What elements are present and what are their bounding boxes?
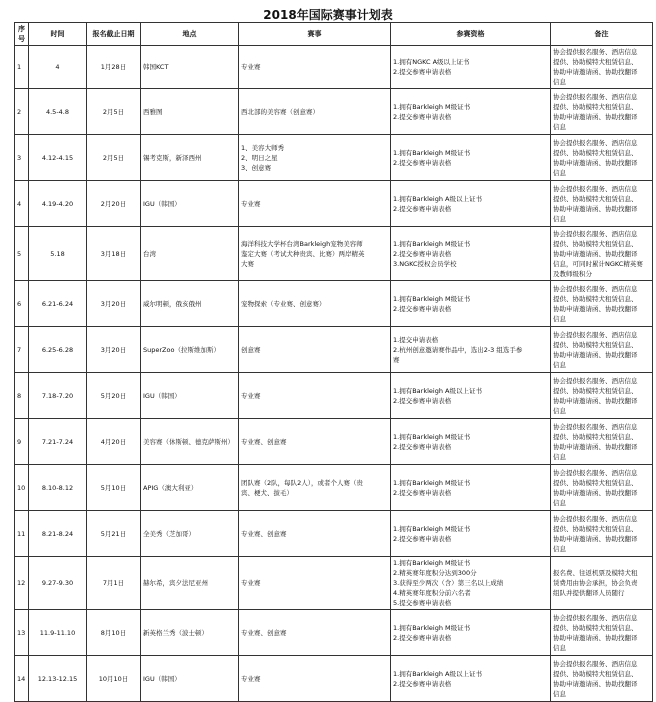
row-qualification-line: 2.提交参赛申请表格 [393, 534, 452, 543]
row-deadline: 7月1日 [87, 557, 141, 610]
row-note-line: 协会提供报名服务、酒店信息 [553, 92, 638, 101]
row-place: 锡考克斯，新泽西州 [141, 135, 239, 181]
row-note-line: 协助申请邀请函、协助找翻译 [553, 350, 638, 359]
row-time: 12.13-12.15 [29, 656, 87, 702]
row-qualification-line: 2.提交参赛申请表格 [393, 158, 452, 167]
row-note-line: 提供、协助模特犬租赁信息、 [553, 386, 638, 395]
header-qualification: 参赛资格 [391, 23, 551, 46]
row-deadline: 5月21日 [87, 511, 141, 557]
row-place: 全美秀（芝加哥） [141, 511, 239, 557]
row-event [239, 465, 391, 511]
row-qualification-line: 1.拥有Barkleigh M级证书 [393, 294, 471, 303]
row-note-line: 协会提供报名服务、酒店信息 [553, 229, 638, 238]
table-row [15, 135, 653, 181]
row-qualification-line: 1.拥有Barkleigh M级证书 [393, 239, 471, 248]
row-qualification-line: 5.提交参赛申请表格 [393, 599, 452, 607]
row-qualification [391, 610, 551, 656]
row-note-line: 协助申请邀请函、协助找翻译 [553, 633, 638, 642]
row-note-line: 协助申请邀请函、协助找翻译 [553, 158, 638, 167]
row-qualification-line: 3.NGKC授权会员学校 [393, 259, 457, 268]
row-event [239, 181, 391, 227]
header-row [15, 23, 653, 46]
row-note-line: 协助申请邀请函、协助找翻译 [553, 304, 638, 313]
row-qualification-line: 2.提交参赛申请表格 [393, 249, 452, 258]
row-deadline: 3月18日 [87, 227, 141, 281]
row-deadline: 2月5日 [87, 89, 141, 135]
row-note-line: 协会提供报名服务、酒店信息 [553, 184, 638, 193]
row-note-line: 信息 [553, 498, 566, 507]
row-note [551, 610, 653, 656]
row-qualification [391, 89, 551, 135]
row-qualification [391, 181, 551, 227]
row-qualification-line: 2.提交参赛申请表格 [393, 679, 452, 688]
row-qualification-line: 2.提交参赛申请表格 [393, 488, 452, 497]
row-qualification-line: 3.获得至少两次（含）第三名以上成绩 [393, 579, 504, 587]
row-event [239, 327, 391, 373]
row-place: 威尔明顿，俄亥俄州 [141, 281, 239, 327]
row-number: 10 [15, 465, 29, 511]
row-qualification-line: 2.提交参赛申请表格 [393, 396, 452, 405]
row-note [551, 419, 653, 465]
row-time: 4.12-4.15 [29, 135, 87, 181]
row-note-line: 信息 [553, 406, 566, 415]
row-note-line: 协会提供报名服务、酒店信息 [553, 330, 638, 339]
row-number: 13 [15, 610, 29, 656]
row-note-line: 协助申请邀请函、协助找翻译 [553, 396, 638, 405]
row-event-line: 创意赛 [241, 345, 261, 354]
row-deadline: 2月5日 [87, 135, 141, 181]
row-note [551, 46, 653, 89]
row-event-line: 专业赛、创意赛 [241, 437, 287, 446]
row-event [239, 419, 391, 465]
row-place: 赫尔希，宾夕法尼亚州 [141, 557, 239, 610]
row-time: 11.9-11.10 [29, 610, 87, 656]
row-note-line: 提供、协助模特犬租赁信息、 [553, 669, 638, 678]
row-qualification [391, 511, 551, 557]
row-event [239, 511, 391, 557]
row-note-line: 协会提供报名服务、酒店信息 [553, 422, 638, 431]
row-note-line: 及教师级积分 [553, 269, 592, 278]
row-event [239, 656, 391, 702]
row-note-line: 提供、协助模特犬租赁信息、 [553, 58, 638, 66]
row-number: 3 [15, 135, 29, 181]
row-event [239, 281, 391, 327]
table-row [15, 181, 653, 227]
row-number: 1 [15, 46, 29, 89]
row-note-line: 协助申请邀请函、协助找翻译 [553, 442, 638, 451]
row-number: 2 [15, 89, 29, 135]
page-title: 2018年国际赛事计划表 [263, 8, 393, 22]
header-note: 备注 [551, 23, 653, 46]
row-note-line: 协会提供报名服务、酒店信息 [553, 284, 638, 293]
row-event-line: 宠物探索（专业赛、创意赛） [241, 299, 326, 308]
table-row [15, 465, 653, 511]
row-qualification-line: 赛 [393, 355, 400, 364]
row-deadline: 2月20日 [87, 181, 141, 227]
row-note-line: 协会提供报名服务、酒店信息 [553, 613, 638, 622]
row-note-line: 组队并提供翻译人员随行 [553, 589, 625, 597]
row-event [239, 135, 391, 181]
table-row [15, 511, 653, 557]
row-note-line: 提供、协助模特犬租赁信息、 [553, 294, 638, 303]
row-place: 韩国KCT [141, 46, 239, 89]
row-event [239, 610, 391, 656]
row-qualification-line: 2.提交参赛申请表格 [393, 68, 452, 76]
row-note-line: 协助申请邀请函、协助找翻译 [553, 679, 638, 688]
row-time: 6.25-6.28 [29, 327, 87, 373]
row-time: 4.5-4.8 [29, 89, 87, 135]
row-event-line: 团队赛（2队，每队2人），或者个人赛（贵 [241, 478, 364, 487]
row-time: 7.21-7.24 [29, 419, 87, 465]
row-qualification [391, 327, 551, 373]
row-note-line: 信息，可同时累计NGKC精英赛 [553, 259, 643, 268]
table-row [15, 89, 653, 135]
row-note [551, 135, 653, 181]
row-qualification [391, 656, 551, 702]
row-place: IGU（韩国） [141, 656, 239, 702]
row-place: 台湾 [141, 227, 239, 281]
row-event [239, 557, 391, 610]
row-qualification-line: 1.拥有Barkleigh A级以上证书 [393, 669, 482, 678]
row-qualification [391, 281, 551, 327]
row-number: 12 [15, 557, 29, 610]
row-note-line: 信息 [553, 360, 566, 369]
row-event-line: 专业赛、创意赛 [241, 628, 287, 637]
row-note-line: 提供、协助模特犬租赁信息、 [553, 194, 638, 203]
table-row [15, 46, 653, 89]
row-note-line: 信息 [553, 78, 566, 86]
row-place: IGU（韩国） [141, 373, 239, 419]
row-event [239, 373, 391, 419]
row-number: 5 [15, 227, 29, 281]
row-qualification-line: 1.拥有Barkleigh A级以上证书 [393, 194, 482, 203]
row-qualification-line: 2.提交参赛申请表格 [393, 633, 452, 642]
row-note-line: 赁费用由协会承担，协会负责 [553, 579, 638, 587]
row-event-line: 海洋科技大学杯台湾Barkleigh宠物美容师 [241, 239, 363, 248]
row-deadline: 5月10日 [87, 465, 141, 511]
table-row [15, 373, 653, 419]
row-qualification [391, 373, 551, 419]
row-time: 8.10-8.12 [29, 465, 87, 511]
row-event [239, 46, 391, 89]
row-note-line: 协会提供报名服务、酒店信息 [553, 468, 638, 477]
table-row [15, 557, 653, 610]
row-place: 西雅图 [141, 89, 239, 135]
row-note-line: 提供、协助模特犬租赁信息、 [553, 432, 638, 441]
row-event-line: 大赛 [241, 259, 254, 268]
row-number: 4 [15, 181, 29, 227]
row-note [551, 227, 653, 281]
row-qualification-line: 1.拥有Barkleigh M级证书 [393, 102, 471, 111]
row-note-line: 协会提供报名服务、酒店信息 [553, 376, 638, 385]
row-deadline: 3月20日 [87, 281, 141, 327]
row-note-line: 报名费、往返机票及模特犬租 [553, 569, 638, 577]
row-note [551, 465, 653, 511]
schedule-table [14, 22, 653, 702]
row-note-line: 协会提供报名服务、酒店信息 [553, 514, 638, 523]
row-qualification-line: 4.精英赛年度积分前六名者 [393, 589, 471, 597]
row-qualification-line: 1.提交申请表格 [393, 335, 439, 344]
row-qualification-line: 1.拥有Barkleigh M级证书 [393, 559, 471, 567]
row-note-line: 协会提供报名服务、酒店信息 [553, 138, 638, 147]
row-deadline: 4月20日 [87, 419, 141, 465]
row-number: 8 [15, 373, 29, 419]
row-note-line: 提供、协助模特犬租赁信息、 [553, 340, 638, 349]
row-deadline: 8月10日 [87, 610, 141, 656]
table-row [15, 227, 653, 281]
row-qualification-line: 2.精英赛年度积分达到300分 [393, 569, 477, 577]
row-place: APIG（澳大利亚） [141, 465, 239, 511]
table-row [15, 656, 653, 702]
row-qualification-line: 2.杭州创意邀请赛作品中，选出2-3 组选手参 [393, 345, 523, 354]
row-note [551, 327, 653, 373]
row-note [551, 656, 653, 702]
row-note-line: 信息 [553, 689, 566, 698]
row-event-line: 2、明日之星 [241, 153, 278, 162]
row-event-line: 西北部的美容赛（创意赛） [241, 107, 319, 116]
row-note-line: 提供、协助模特犬租赁信息、 [553, 102, 638, 111]
row-time: 7.18-7.20 [29, 373, 87, 419]
row-qualification [391, 557, 551, 610]
row-qualification [391, 465, 551, 511]
row-event-line: 专业赛 [241, 674, 261, 683]
row-note [551, 181, 653, 227]
row-note-line: 信息 [553, 643, 566, 652]
row-note-line: 协助申请邀请函、协助找翻译 [553, 112, 638, 121]
row-note-line: 协助申请邀请函、协助找翻译 [553, 204, 638, 213]
row-event-line: 专业赛 [241, 63, 261, 71]
row-note [551, 557, 653, 610]
row-qualification-line: 2.提交参赛申请表格 [393, 442, 452, 451]
row-note [551, 373, 653, 419]
row-qualification-line: 1.拥有Barkleigh A级以上证书 [393, 386, 482, 395]
header-deadline: 报名截止日期 [87, 23, 141, 46]
table-row [15, 281, 653, 327]
row-number: 6 [15, 281, 29, 327]
header-no: 序号 [15, 23, 29, 46]
row-deadline: 5月20日 [87, 373, 141, 419]
row-time: 4.19-4.20 [29, 181, 87, 227]
row-note [551, 89, 653, 135]
row-note-line: 信息 [553, 168, 566, 177]
row-qualification-line: 1.拥有Barkleigh M级证书 [393, 148, 471, 157]
row-qualification [391, 419, 551, 465]
table-row [15, 419, 653, 465]
row-note-line: 协助申请邀请函、协助找翻译 [553, 488, 638, 497]
table-row [15, 610, 653, 656]
row-note-line: 协会提供报名服务、酒店信息 [553, 48, 638, 56]
row-time: 5.18 [29, 227, 87, 281]
row-number: 14 [15, 656, 29, 702]
row-note [551, 281, 653, 327]
row-place: IGU（韩国） [141, 181, 239, 227]
row-note-line: 协助申请邀请函、协助找翻译 [553, 534, 638, 543]
row-deadline: 3月20日 [87, 327, 141, 373]
row-note-line: 提供、协助模特犬租赁信息、 [553, 239, 638, 248]
row-deadline: 1月28日 [87, 46, 141, 89]
row-qualification-line: 2.提交参赛申请表格 [393, 204, 452, 213]
row-place: 美容赛（休斯顿、德克萨斯州） [141, 419, 239, 465]
row-time: 8.21-8.24 [29, 511, 87, 557]
row-number: 9 [15, 419, 29, 465]
row-deadline: 10月10日 [87, 656, 141, 702]
row-event [239, 227, 391, 281]
row-event-line: 专业赛 [241, 391, 261, 400]
row-note-line: 信息 [553, 452, 566, 461]
row-event-line: 3、创意赛 [241, 163, 272, 172]
header-time: 时间 [29, 23, 87, 46]
row-note-line: 提供、协助模特犬租赁信息、 [553, 524, 638, 533]
row-qualification-line: 1.拥有Barkleigh M级证书 [393, 478, 471, 487]
row-qualification [391, 135, 551, 181]
row-place: SuperZoo（拉斯维加斯） [141, 327, 239, 373]
row-note [551, 511, 653, 557]
row-note-line: 提供、协助模特犬租赁信息、 [553, 623, 638, 632]
row-note-line: 信息 [553, 214, 566, 223]
row-qualification [391, 227, 551, 281]
row-note-line: 提供、协助模特犬租赁信息、 [553, 148, 638, 157]
row-qualification-line: 1.拥有NGKC A级以上证书 [393, 58, 470, 66]
row-event-line: 1、美容大师秀 [241, 143, 285, 152]
row-note-line: 信息 [553, 122, 566, 131]
row-note-line: 提供、协助模特犬租赁信息、 [553, 478, 638, 487]
row-qualification-line: 1.拥有Barkleigh M级证书 [393, 524, 471, 533]
row-qualification-line: 2.提交参赛申请表格 [393, 304, 452, 313]
row-qualification-line: 2.提交参赛申请表格 [393, 112, 452, 121]
row-time: 6.21-6.24 [29, 281, 87, 327]
row-qualification-line: 1.拥有Barkleigh M级证书 [393, 623, 471, 632]
row-note-line: 协助申请邀请函、协助找翻译 [553, 249, 638, 258]
row-note-line: 协助申请邀请函、协助找翻译 [553, 68, 638, 76]
row-time: 9.27-9.30 [29, 557, 87, 610]
row-qualification-line: 1.拥有Barkleigh M级证书 [393, 432, 471, 441]
row-event-line: 专业赛 [241, 579, 261, 587]
row-event-line: 专业赛、创意赛 [241, 529, 287, 538]
row-note-line: 协会提供报名服务、酒店信息 [553, 659, 638, 668]
row-event-line: 宾、梗犬、拔毛） [241, 488, 293, 497]
header-event: 赛事 [239, 23, 391, 46]
row-event-line: 鉴定大赛（考试犬种贵宾、比赛）两岸精英 [241, 249, 365, 258]
row-place: 新英格兰秀（波士顿） [141, 610, 239, 656]
row-time: 4 [29, 46, 87, 89]
row-number: 11 [15, 511, 29, 557]
row-note-line: 信息 [553, 314, 566, 323]
row-note-line: 信息 [553, 544, 566, 553]
row-event-line: 专业赛 [241, 199, 261, 208]
row-qualification [391, 46, 551, 89]
table-row [15, 327, 653, 373]
header-place: 地点 [141, 23, 239, 46]
row-event [239, 89, 391, 135]
row-number: 7 [15, 327, 29, 373]
